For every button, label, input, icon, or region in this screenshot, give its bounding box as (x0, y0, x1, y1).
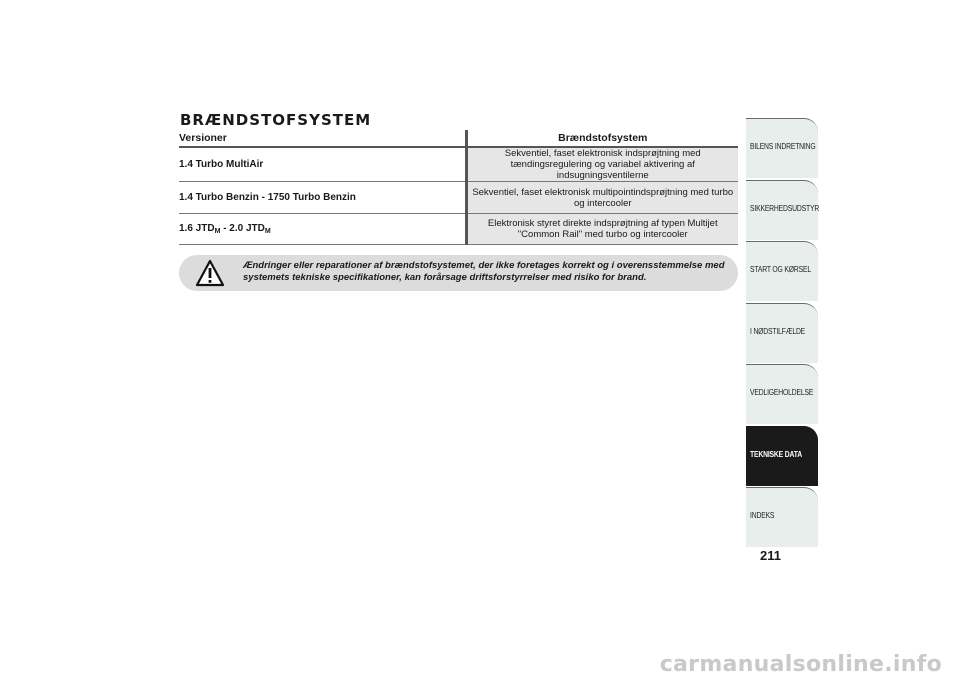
section-title: BRÆNDSTOFSYSTEM (180, 111, 372, 129)
tab-bilens-indretning[interactable] (746, 118, 818, 178)
chapter-tabs (746, 118, 818, 549)
warning-text: Ændringer eller reparationer af brændstofsystemet, der ikke foretages korrekt og i overensstemmelse med systemets tekniske specifikationer, kan forårsage driftsforstyrrelser med risiko for brand. (243, 260, 725, 283)
tab-vedligeholdelse[interactable] (746, 364, 818, 424)
fuel-system-text: Elektronisk styret direkte indsprøjtning af typen Multijet "Common Rail" med turbo og intercooler (487, 218, 718, 240)
tab-label: SIKKERHEDSUDSTYR (750, 203, 820, 213)
warning-triangle-icon (195, 259, 225, 287)
fuel-system-cell (466, 182, 738, 214)
fuel-system-table (179, 130, 738, 245)
version-subscript: M (264, 228, 271, 235)
table-row (179, 147, 738, 182)
header-versions: Versioner (179, 130, 466, 147)
table-row (179, 214, 738, 245)
page-number: 211 (760, 548, 781, 563)
version-text: 1.6 JTD (179, 223, 215, 234)
version-cell: 1.4 Turbo Benzin - 1750 Turbo Benzin (179, 182, 466, 214)
version-cell: 1.4 Turbo MultiAir (179, 147, 466, 182)
tab-start-og-korsel[interactable] (746, 241, 818, 301)
version-text: - 2.0 JTD (220, 223, 265, 234)
tab-indeks[interactable] (746, 487, 818, 547)
watermark: carmanualsonline.info (659, 652, 942, 677)
fuel-system-text: Sekventiel, faset elektronisk multipointindsprøjtning med turbo og intercooler (472, 186, 734, 209)
tab-label: I NØDSTILFÆLDE (750, 326, 806, 336)
table-row (179, 182, 738, 214)
tab-label: INDEKS (750, 511, 775, 520)
table-header-row (179, 130, 738, 147)
fuel-system-text: Sekventiel, faset elektronisk indsprøjtning med tændingsregulering og variabel aktivering af indsugningsventilerne (504, 148, 701, 181)
fuel-system-cell (466, 147, 738, 182)
version-subscript: M (214, 228, 221, 235)
tab-label: VEDLIGEHOLDELSE (750, 388, 814, 397)
fuel-system-cell (466, 214, 738, 245)
tab-label: START OG KØRSEL (750, 265, 811, 274)
warning-box (179, 255, 738, 291)
version-cell (179, 214, 466, 245)
tab-i-nodstilfaelde[interactable] (746, 303, 818, 363)
tab-label: BILENS INDRETNING (750, 142, 816, 151)
tab-sikkerhedsudstyr[interactable] (746, 180, 818, 240)
header-fuel-system: Brændstofsystem (466, 130, 738, 147)
tab-tekniske-data[interactable] (746, 426, 818, 486)
tab-label: TEKNISKE DATA (750, 449, 802, 459)
